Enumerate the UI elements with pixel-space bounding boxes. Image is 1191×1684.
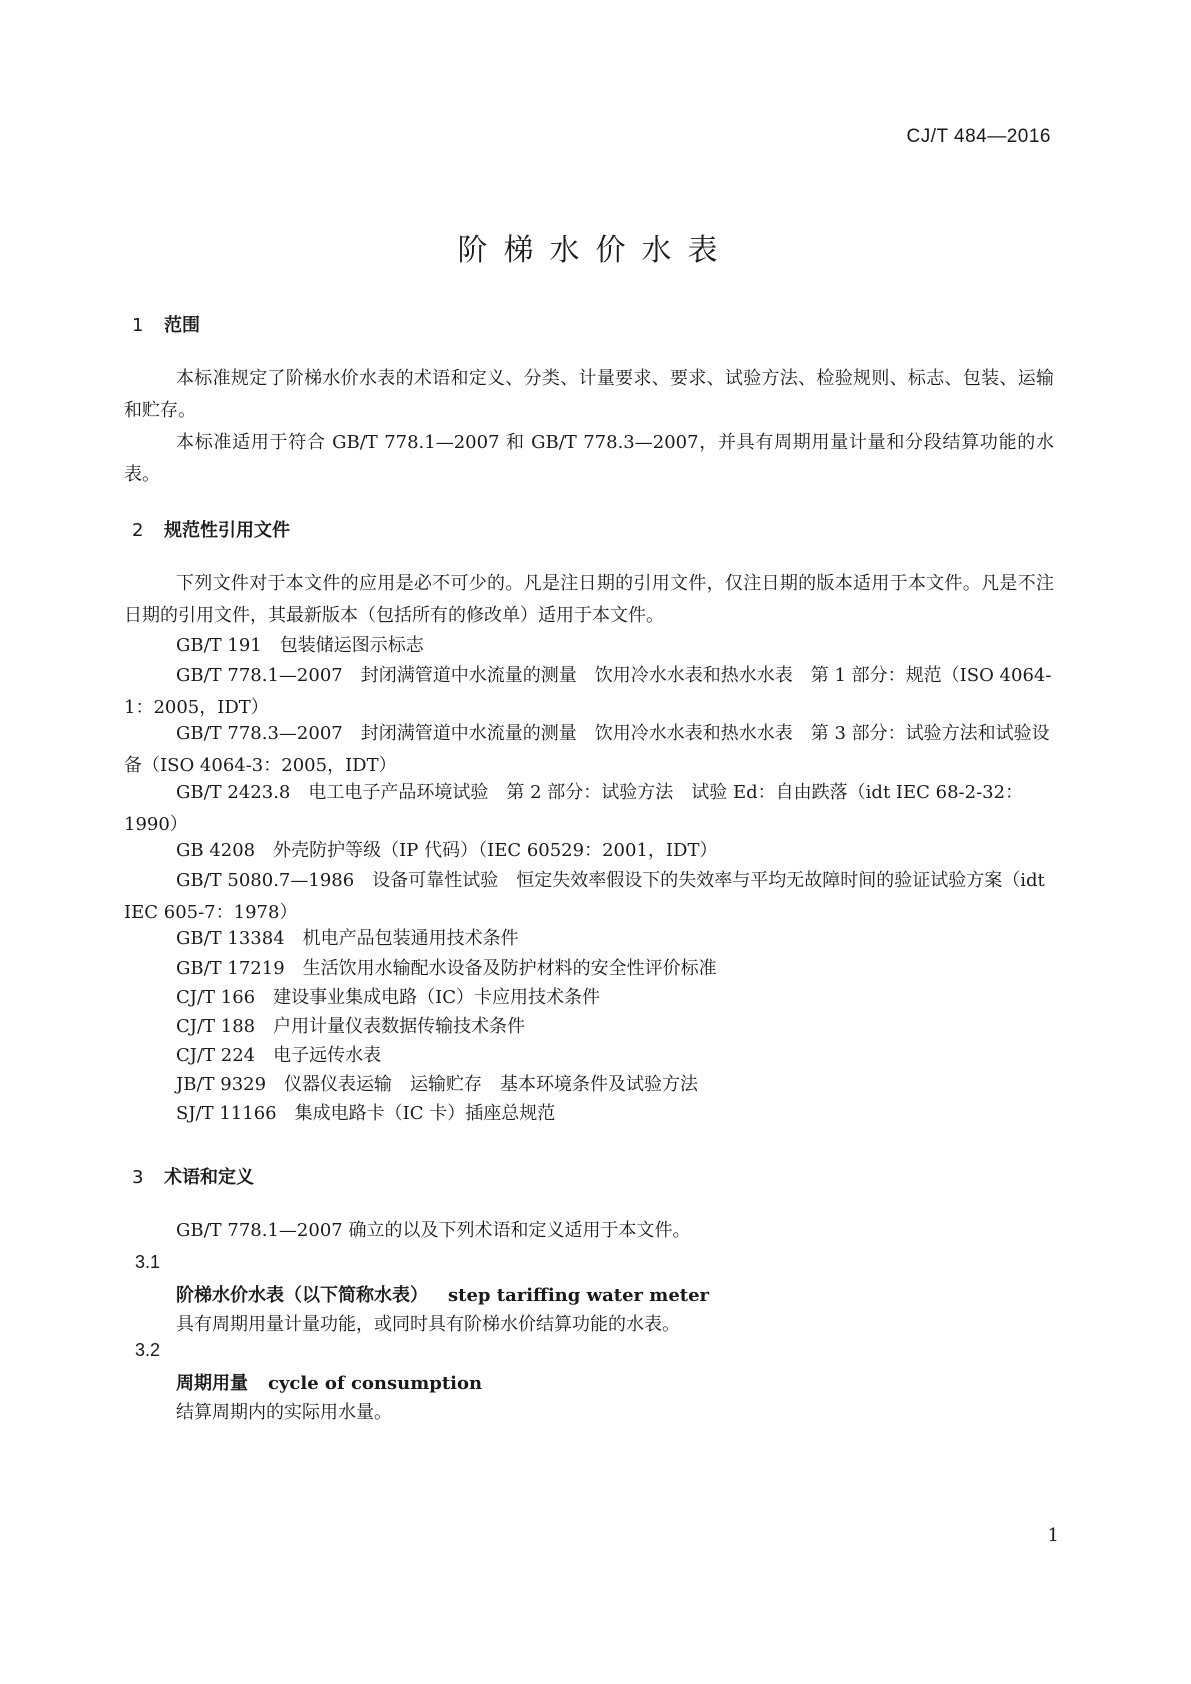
document-title: 阶梯水价水表 — [457, 233, 734, 268]
reference-title: 集成电路卡（IC 卡）插座总规范 — [294, 1103, 556, 1124]
reference-title: 包装储运图示标志 — [279, 635, 424, 656]
standard-code: CJ/T 484—2016 — [906, 126, 1051, 147]
reference-item — [124, 1040, 1054, 1072]
term-number: 3.1 — [135, 1252, 161, 1272]
reference-title: 封闭满管道中水流量的测量 饮用冷水水表和热水水表 第 1 部分：规范（ISO 4064-1：2005，IDT） — [124, 665, 1052, 718]
reference-title: 电子远传水表 — [273, 1045, 382, 1066]
term-number: 3.2 — [135, 1340, 161, 1360]
reference-code: SJ/T 11166 — [176, 1103, 277, 1124]
reference-item — [124, 835, 1054, 867]
reference-title: 机电产品包装通用技术条件 — [302, 928, 519, 949]
term-name-zh: 阶梯水价水表（以下简称水表） — [176, 1285, 428, 1306]
reference-item — [124, 777, 1054, 841]
reference-code: GB 4208 — [176, 840, 256, 861]
references-intro: 下列文件对于本文件的应用是必不可少的。凡是注日期的引用文件，仅注日期的版本适用于本文件。凡是不注日期的引用文件，其最新版本（包括所有的修改单）适用于本文件。 — [124, 573, 1054, 626]
reference-code: GB/T 17219 — [176, 958, 285, 979]
scope-paragraph-2: 本标准适用于符合 GB/T 778.1—2007 和 GB/T 778.3—2007，并具有周期用量计量和分段结算功能的水表。 — [124, 432, 1054, 485]
scope-paragraph-1: 本标准规定了阶梯水价水表的术语和定义、分类、计量要求、要求、试验方法、检验规则、标志、包装、运输和贮存。 — [124, 368, 1054, 421]
reference-title: 生活饮用水输配水设备及防护材料的安全性评价标准 — [302, 958, 717, 979]
reference-item — [124, 1069, 1054, 1101]
reference-code: CJ/T 188 — [176, 1016, 256, 1037]
reference-code: GB/T 2423.8 — [176, 782, 291, 803]
section-title: 范围 — [164, 315, 200, 336]
reference-title: 封闭满管道中水流量的测量 饮用冷水水表和热水水表 第 3 部分：试验方法和试验设备（ISO 4064-3：2005，IDT） — [124, 723, 1050, 776]
section-number: 1 — [132, 315, 144, 336]
term-name-zh: 周期用量 — [176, 1373, 248, 1394]
reference-code: GB/T 13384 — [176, 928, 285, 949]
reference-code: GB/T 5080.7—1986 — [176, 870, 355, 891]
section-title: 术语和定义 — [164, 1167, 254, 1188]
page-number: 1 — [1047, 1525, 1059, 1546]
section-number: 2 — [132, 520, 144, 541]
term-definition: 具有周期用量计量功能，或同时具有阶梯水价结算功能的水表。 — [176, 1314, 680, 1335]
section-heading-terms — [132, 1163, 254, 1189]
reference-title: 建设事业集成电路（IC）卡应用技术条件 — [273, 987, 601, 1008]
reference-title: 户用计量仪表数据传输技术条件 — [273, 1016, 526, 1037]
reference-code: CJ/T 224 — [176, 1045, 256, 1066]
term-name-en: step tariffing water meter — [448, 1285, 710, 1306]
reference-item — [124, 630, 1054, 662]
reference-title: 设备可靠性试验 恒定失效率假设下的失效率与平均无故障时间的验证试验方案（idt IEC 605-7：1978） — [124, 870, 1045, 923]
reference-item — [124, 660, 1054, 724]
reference-item — [124, 982, 1054, 1014]
reference-title: 电工电子产品环境试验 第 2 部分：试验方法 试验 Ed：自由跌落（idt IEC 68-2-32：1990） — [124, 782, 1024, 835]
reference-code: GB/T 778.1—2007 — [176, 665, 343, 686]
reference-code: JB/T 9329 — [176, 1074, 267, 1095]
section-number: 3 — [132, 1167, 144, 1188]
reference-item — [124, 865, 1054, 929]
term-name-en: cycle of consumption — [268, 1373, 483, 1394]
reference-item — [124, 953, 1054, 985]
reference-item — [124, 718, 1054, 782]
term-name — [176, 1369, 482, 1395]
section-title: 规范性引用文件 — [164, 520, 290, 541]
section-heading-scope — [132, 311, 200, 337]
reference-item — [124, 1011, 1054, 1043]
reference-item — [124, 923, 1054, 955]
reference-code: GB/T 191 — [176, 635, 262, 656]
reference-item — [124, 1098, 1054, 1130]
terms-intro: GB/T 778.1—2007 确立的以及下列术语和定义适用于本文件。 — [176, 1220, 691, 1241]
reference-title: 外壳防护等级（IP 代码）（IEC 60529：2001，IDT） — [273, 840, 718, 861]
term-name — [176, 1281, 709, 1307]
reference-code: CJ/T 166 — [176, 987, 256, 1008]
term-definition: 结算周期内的实际用水量。 — [176, 1402, 392, 1423]
reference-title: 仪器仪表运输 运输贮存 基本环境条件及试验方法 — [284, 1074, 699, 1095]
section-heading-normative-references — [132, 516, 290, 542]
reference-code: GB/T 778.3—2007 — [176, 723, 343, 744]
